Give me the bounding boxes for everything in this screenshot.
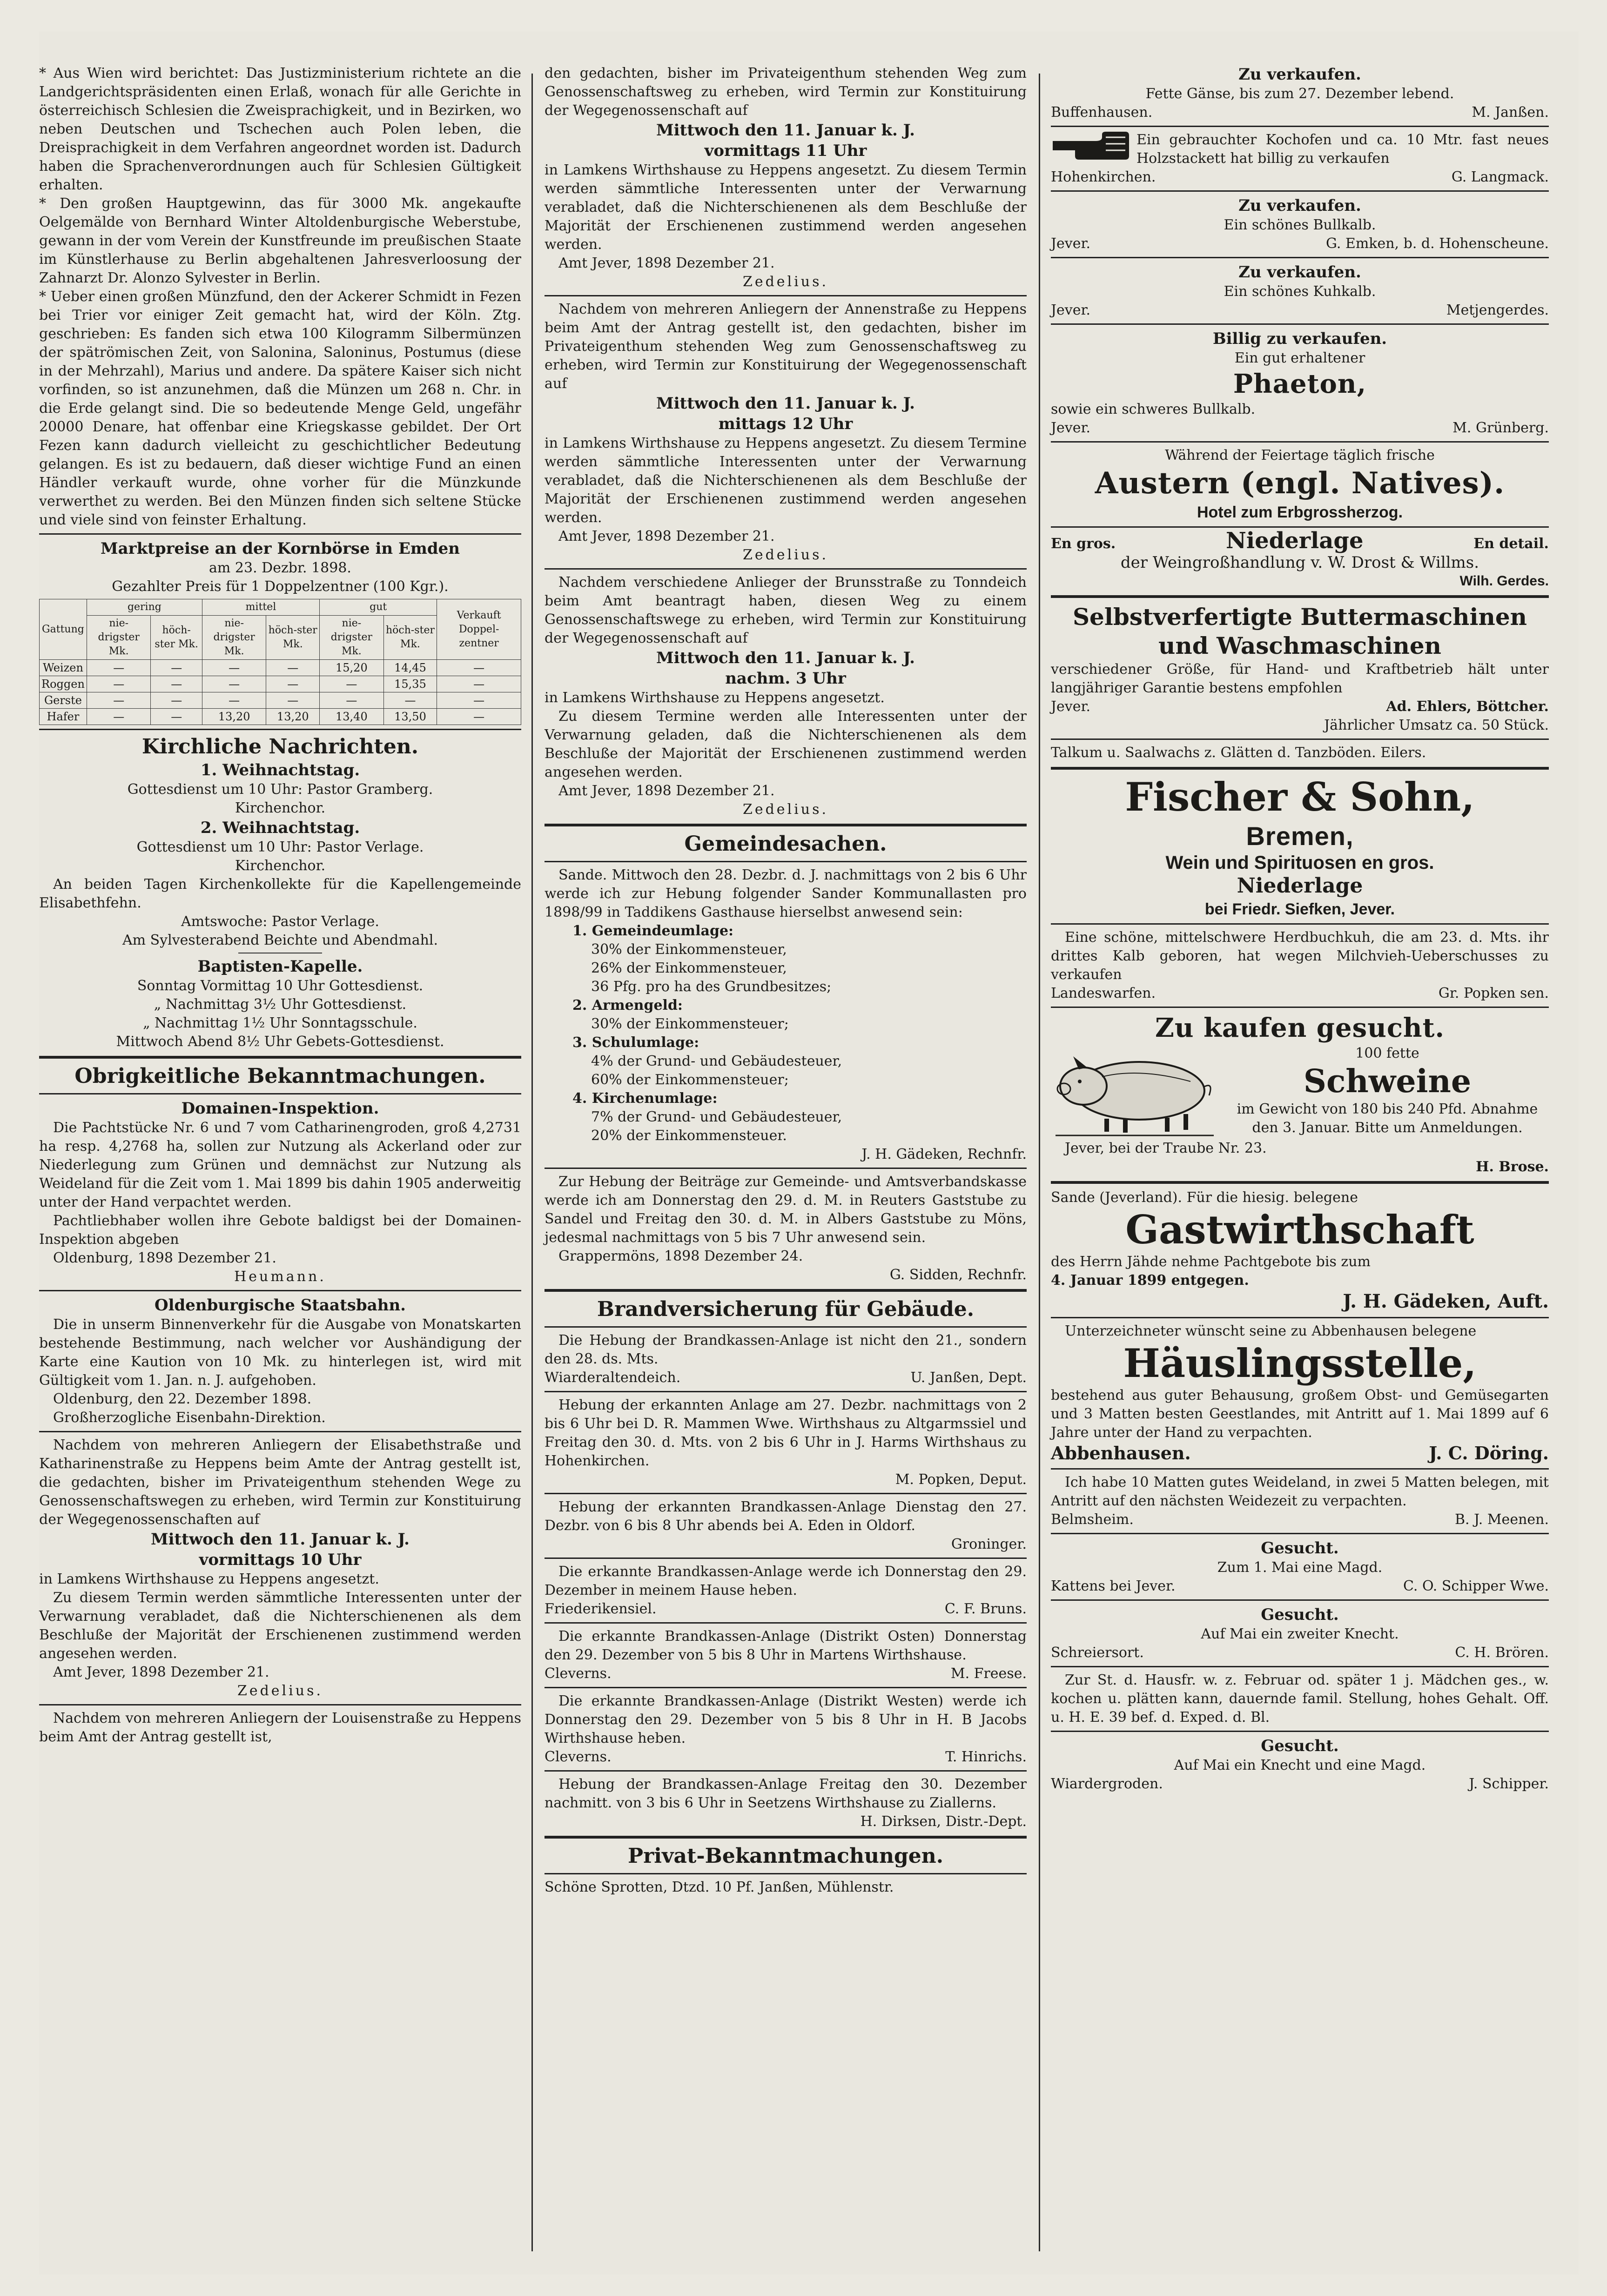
cell: 13,50 (383, 709, 437, 725)
signature-row (545, 1369, 1027, 1387)
ad-title: Gesucht. (1261, 1605, 1339, 1624)
brun-text2: Zu diesem Termine werden alle Interessenten unter der Verwarnung geladen, daß die Nichterschienenen als dem Beschluße der Majorität der Erschienenen zustimmend werden angesehen werden. (545, 708, 1027, 780)
col-gut: gut (320, 599, 437, 616)
sande-text: Sande. Mittwoch den 28. Dezbr. d. J. nachmittags von 2 bis 6 Uhr werde ich zur Hebung folgender Sander Kommunallasten pro 1898/99 in Taddikens Gasthause hierselbst anwesend sein: (545, 867, 1027, 920)
annen-place: Amt Jever, 1898 Dezember 21. (558, 528, 775, 544)
gast-sig: J. H. Gädeken, Auft. (1343, 1290, 1549, 1312)
schweine-place: Jever, bei der Traube Nr. 23. (1065, 1140, 1267, 1156)
sprotten: Schöne Sprotten, Dtzd. 10 Pf. Janßen, Mühlenstr. (545, 1879, 894, 1895)
pointing-hand-icon (1051, 131, 1130, 162)
talkum: Talkum u. Saalwachs z. Glätten d. Tanzböden. Eilers. (1051, 745, 1426, 761)
baptisten-title: Baptisten-Kapelle. (197, 957, 363, 976)
place: Schreiersort. (1051, 1645, 1144, 1661)
cell: Gerste (40, 692, 87, 709)
signature-row (1051, 1511, 1549, 1529)
umlage-label: 1. Gemeindeumlage: (572, 923, 734, 939)
umlage-line: 30% der Einkommensteuer, (591, 941, 787, 958)
cell: — (151, 692, 202, 709)
signature: Metjengerdes. (1446, 302, 1549, 318)
place: Cleverns. (545, 1665, 612, 1682)
ad-title: Gesucht. (1261, 1737, 1339, 1755)
signature: C. H. Brören. (1455, 1645, 1549, 1661)
signature: J. Schipper. (1469, 1776, 1549, 1792)
divider (39, 1056, 521, 1059)
cell: — (383, 692, 437, 709)
place: Jever. (1051, 698, 1091, 715)
domainen-text2: Pachtliebhaber wollen ihre Gebote baldigst bei der Domainen-Inspektion abgeben (39, 1213, 521, 1248)
wt2-heading: 2. Weihnachtstag. (200, 819, 360, 837)
ad-text: Ein schönes Kuhkalb. (1224, 283, 1376, 300)
divider (1051, 595, 1549, 598)
brun-loc: in Lamkens Wirthshause zu Heppens angesetzt. (545, 690, 885, 706)
signature-row (1051, 698, 1549, 716)
ad-text: sowie ein schweres Bullkalb. (1051, 401, 1256, 417)
sub-niedrigster: nie-drigster Mk. (87, 616, 151, 660)
elisabeth-text: Nachdem von mehreren Anliegern der Elisabethstraße und Katharinenstraße zu Heppens beim Amte der Antrag gestellt ist, die gedachten, bisher im Privateigenthum stehenden Wege zu Genossenschaftswegen zu erheben, wird Termin zur Konstituirung der Wegegenossenschaften auf (39, 1437, 521, 1528)
niederlage-headline: Niederlage (1226, 528, 1364, 554)
divider (1051, 190, 1549, 192)
cell: — (437, 676, 521, 692)
pig-illustration-icon (1051, 1044, 1218, 1139)
umlage-line: 30% der Einkommensteuer; (591, 1016, 789, 1032)
divider (1051, 923, 1549, 925)
domainen-sig: Heumann. (234, 1269, 326, 1285)
divider (545, 1770, 1027, 1772)
obrig-title: Obrigkeitliche Bekanntmachungen. (74, 1064, 486, 1088)
brun-place: Amt Jever, 1898 Dezember 21. (558, 783, 775, 799)
cell: — (202, 692, 266, 709)
signature-row (1051, 984, 1549, 1003)
haus-text: Zur St. d. Hausfr. w. z. Februar od. später 1 j. Mädchen ges., w. kochen u. plätten kann, dauernde famil. Stellung, hohes Gehalt. Off. u. H. E. 39 bef. d. Exped. d. Bl. (1051, 1672, 1549, 1725)
ad-text: Auf Mai ein zweiter Knecht. (1201, 1626, 1399, 1642)
brand-title: Brandversicherung für Gebäude. (597, 1297, 975, 1321)
news-muenzfund: * Ueber einen großen Münzfund, den der Ackerer Schmidt in Fezen bei Trier vor einiger Zeit gemacht hat, wird der Köln. Ztg. geschrieben: Es fanden sich etwa 100 Kilogramm Silbermünzen der spätrömischen Zeit, von Salonina, Saloninus, Postumus (diese in der Mehrzahl), Marius und andere. Da spätere Kaiser sich nicht vorfinden, so ist anzunehmen, daß die Münzen um 268 n. Chr. in die Erde gelangt sind. Die so bedeutende Menge Geld, ungefähr 20000 Denare, hat offenbar eine Kriegskasse gebildet. Der Ort Fezen kann dadurch vielleicht zu geschichtlicher Bedeutung gelangen. Es ist zu bedauern, daß dieser wichtige Fund an einen Händler verkauft wurde, ohne vorher für die Münzkunde verwerthet zu werden. Bei den Münzen finden sich seltene Stücke und viele sind von feinster Erhaltung. (39, 289, 521, 528)
cell: 15,20 (320, 660, 384, 676)
col-verkauft: Verkauft Doppel-zentner (437, 599, 521, 660)
divider (1051, 257, 1549, 258)
cell: — (87, 676, 151, 692)
sylvester: Am Sylvesterabend Beichte und Abendmahl. (122, 932, 438, 948)
signature: H. Dirksen, Distr.-Dept. (860, 1813, 1027, 1830)
niederlage-owner: Wilh. Gerdes. (1459, 573, 1549, 589)
baptisten-line: Sonntag Vormittag 10 Uhr Gottesdienst. (137, 978, 424, 994)
niederlage-firm: der Weingroßhandlung v. W. Drost & Willms. (1120, 553, 1479, 572)
gesucht-headline: Zu kaufen gesucht. (1155, 1013, 1445, 1043)
ad-title: Zu verkaufen. (1238, 263, 1361, 282)
louisen-place: Amt Jever, 1898 Dezember 21. (558, 255, 775, 271)
wt1-text: Gottesdienst um 10 Uhr: Pastor Gramberg. (127, 781, 433, 798)
austern-headline: Austern (engl. Natives). (1095, 466, 1505, 501)
divider (1051, 1533, 1549, 1534)
umlage-line: 60% der Einkommensteuer; (591, 1072, 789, 1088)
bahn-sig: Großherzogliche Eisenbahn-Direktion. (53, 1410, 326, 1426)
butter-text: verschiedener Größe, für Hand- und Kraftbetrieb hält unter langjähriger Garantie bestens empfohlen (1051, 661, 1549, 696)
kirchenchor: Kirchenchor. (235, 800, 326, 816)
cell: — (151, 660, 202, 676)
louisen-time: vormittags 11 Uhr (704, 141, 867, 160)
brand-text: Die erkannte Brandkassen-Anlage (Distrikt Westen) werde ich Donnerstag den 29. Dezember von 5 bis 8 Uhr in H. B Jacobs Wirthshause heben. (545, 1693, 1027, 1746)
annen-date: Mittwoch den 11. Januar k. J. (656, 394, 915, 413)
cell: — (266, 692, 320, 709)
signature: M. Popken, Deput. (895, 1471, 1027, 1488)
cell: — (437, 709, 521, 725)
brand-text: Hebung der Brandkassen-Anlage Freitag den 30. Dezember nachmitt. von 3 bis 6 Uhr in Seetzens Wirthshause zu Ziallerns. (545, 1776, 1027, 1811)
place: Friederikensiel. (545, 1601, 657, 1617)
gast-text: des Herrn Jähde nehme Pachtgebote bis zum (1051, 1254, 1371, 1270)
col-mittel: mittel (202, 599, 319, 616)
weide-text: Ich habe 10 Matten gutes Weideland, in zwei 5 Matten belegen, mit Antritt auf den nächsten Weidezeit zu verpachten. (1051, 1474, 1549, 1509)
kirchenchor: Kirchenchor. (235, 858, 326, 874)
place: Jever. (1051, 420, 1091, 436)
divider (545, 824, 1027, 826)
table-row (40, 660, 521, 676)
wt2-text: Gottesdienst um 10 Uhr: Pastor Verlage. (136, 839, 424, 855)
signature: Gr. Popken sen. (1438, 985, 1549, 1001)
divider (39, 729, 521, 730)
signature-row (1051, 1442, 1549, 1464)
bahn-title: Oldenburgische Staatsbahn. (154, 1296, 406, 1315)
amts-text: Zur Hebung der Beiträge zur Gemeinde- und Amtsverbandskasse werde ich am Donnerstag den 29. d. M. in Reuters Gaststube zu Sandel und Freitag den 30. d. M. in Albers Gaststube zu Möns, jedesmal nachmittags von 5 bis 7 Uhr anwesend sein. (545, 1174, 1027, 1246)
cell: — (437, 692, 521, 709)
table-row (40, 709, 521, 725)
divider (1051, 1599, 1549, 1601)
column-right (1051, 64, 1549, 1793)
bremen: Bremen, (1246, 821, 1354, 851)
signature-row (1051, 103, 1549, 122)
domainen-title: Domainen-Inspektion. (181, 1099, 379, 1118)
sub-niedrigster: nie-drigster Mk. (202, 616, 266, 660)
cell: — (151, 709, 202, 725)
fischer-siefken: bei Friedr. Siefken, Jever. (1204, 900, 1395, 918)
haeusling-text: bestehend aus guter Behausung, großem Obst- und Gemüsegarten und 3 Matten besten Geestlandes, mit Antritt auf 1. Mai 1899 auf 6 Jahre unter der Hand zu verpachten. (1051, 1387, 1549, 1441)
signature: B. J. Meenen. (1454, 1511, 1549, 1528)
kollekte: An beiden Tagen Kirchenkollekte für die Kapellengemeinde Elisabethfehn. (39, 876, 521, 911)
louisen-text: Nachdem von mehreren Anliegern der Louisenstraße zu Heppens beim Amt der Antrag gestellt ist, (39, 1710, 521, 1745)
sub-niedrigster: nie-drigster Mk. (320, 616, 384, 660)
markt-sub: Gezahlter Preis für 1 Doppelzentner (100 Kgr.). (112, 578, 449, 595)
price-table (39, 599, 521, 725)
signature-row (545, 1748, 1027, 1766)
kochofen-text: Ein gebrauchter Kochofen und ca. 10 Mtr. fast neues Holzstackett hat billig zu verkaufen (1136, 132, 1549, 167)
kuh-text: Eine schöne, mittelschwere Herdbuchkuh, die am 23. d. Mts. ihr drittes Kalb geboren, hat wegen Milchvieh-Ueberschusses zu verkaufen (1051, 929, 1549, 983)
sub-hoechster: höch-ster Mk. (383, 616, 437, 660)
cell: 13,40 (320, 709, 384, 725)
ad-text: Ein gut erhaltener (1234, 350, 1365, 366)
divider (545, 861, 1027, 862)
haeusling-headline: Häuslingsstelle, (1123, 1340, 1477, 1386)
signature-row (1051, 1577, 1549, 1596)
divider (1051, 441, 1549, 443)
baptisten-line: „ Nachmittag 3½ Uhr Gottesdienst. (154, 996, 407, 1013)
schweine-text: im Gewicht von 180 bis 240 Pfd. Abnahme den 3. Januar. Bitte um Anmeldungen. (1237, 1101, 1538, 1136)
umlage-line: 7% der Grund- und Gebäudesteuer, (591, 1109, 842, 1125)
umlage-line: 36 Pfg. pro ha des Grundbesitzes; (591, 979, 832, 995)
cell: — (151, 676, 202, 692)
cell: — (87, 709, 151, 725)
louisen-text2: in Lamkens Wirthshause zu Heppens angesetzt. Zu diesem Termin werden sämmtliche Interessenten unter der Verwarnung verabladet, daß die Nichterschienenen als dem Beschluße der Majorität der Erschienenen zustimmend werden angesehen werden. (545, 162, 1027, 253)
gast-date: 4. Januar 1899 entgegen. (1051, 1272, 1249, 1289)
divider (1051, 1181, 1549, 1184)
gast-pre: Sande (Jeverland). Für die hiesig. belegene (1051, 1189, 1358, 1206)
signature-row (1051, 419, 1549, 437)
divider (39, 1290, 521, 1291)
cell: 14,45 (383, 660, 437, 676)
butter-headline: Selbstverfertigte Buttermaschinen und Waschmaschinen (1072, 603, 1527, 659)
signature: Ad. Ehlers, Böttcher. (1386, 698, 1549, 715)
divider (1051, 1468, 1549, 1470)
gesucht-count: 100 fette (1355, 1045, 1419, 1061)
place: Jever. (1051, 302, 1091, 318)
umlage-line: 20% der Einkommensteuer. (591, 1128, 787, 1144)
cell: — (87, 692, 151, 709)
schweine-ad (1051, 1044, 1549, 1139)
cell: — (266, 676, 320, 692)
markt-date: am 23. Dezbr. 1898. (209, 560, 351, 576)
elisabeth-loc: in Lamkens Wirthshause zu Heppens angesetzt. (39, 1571, 379, 1587)
signature-row (545, 1665, 1027, 1683)
divider (1051, 126, 1549, 127)
column-divider (1039, 74, 1040, 2251)
fischer-headline: Fischer & Sohn, (1125, 774, 1475, 820)
sub-hoechster: höch-ster Mk. (151, 616, 202, 660)
divider (39, 1093, 521, 1094)
place: Wiardergroden. (1051, 1776, 1163, 1792)
brun-text: Nachdem verschiedene Anlieger der Brunsstraße zu Tonndeich beim Amt beantragt haben, diesen Weg zu einem Genossenschaftswege zu erheben, wird Termin zur Konstituirung der Wegegenossenschaft auf (545, 574, 1027, 646)
brun-sig: Zedelius. (743, 801, 828, 818)
table-row (40, 692, 521, 709)
umlage-label: 3. Schulumlage: (572, 1034, 699, 1051)
news-wien: * Aus Wien wird berichtet: Das Justizministerium richtete an die Landgerichtspräsidenten einen Erlaß, wonach für alle Gerichte in österreichisch Schlesien die Zweisprachigkeit, und in Bezirken, wo neben Deutschen und Tschechen auch Polen leben, die Dreisprachigkeit in dem Verfahren angeordnet worden ist. Dadurch haben die Sprachenverordnungen auch für Schlesien Gültigkeit erhalten. (39, 65, 521, 193)
austern-hotel: Hotel zum Erbgrossherzog. (1197, 504, 1403, 521)
divider (39, 1704, 521, 1705)
signature: M. Janßen. (1472, 104, 1549, 121)
ad-title: Gesucht. (1261, 1539, 1339, 1558)
niederlage-row (1051, 528, 1549, 554)
ad-title: Zu verkaufen. (1238, 65, 1361, 84)
elisabeth-sig: Zedelius. (237, 1683, 323, 1699)
place: Hohenkirchen. (1051, 169, 1156, 185)
col-gering: gering (87, 599, 202, 616)
divider (1051, 1731, 1549, 1732)
signature-row (545, 1600, 1027, 1618)
domainen-text: Die Pachtstücke Nr. 6 und 7 vom Catharinengroden, groß 4,2731 ha resp. 4,2768 ha, sollen zur Nutzung als Ackerland oder zur Niederlegung zum Grünen und demnächst zur Nutzung als Weideland für die Zeit vom 1. Mai 1899 bis dahin 1905 anderweitig unter der Hand verpachtet werden. (39, 1120, 521, 1210)
kochofen-ad (1051, 131, 1549, 168)
signature: G. Emken, b. d. Hohenscheune. (1325, 235, 1549, 252)
divider (545, 1326, 1027, 1328)
bahn-text: Die in unserm Binnenverkehr für die Ausgabe von Monatskarten bestehende Bestimmung, nach welcher vor Aushändigung der Karte eine Kaution von 10 Mk. zu hinterlegen ist, wird mit Gültigkeit vom 1. Jan. n. J. aufgehoben. (39, 1316, 521, 1389)
place: Kattens bei Jever. (1051, 1578, 1176, 1594)
brand-text: Hebung der erkannten Anlage am 27. Dezbr. nachmittags von 2 bis 6 Uhr bei D. R. Mammen Wwe. Wirthshaus zu Altgarmssiel und Freitag den 30. d. Mts. von 2 bis 6 Uhr in J. Harms Wirthshaus zu Hohenkirchen. (545, 1397, 1027, 1469)
divider (545, 1687, 1027, 1688)
brun-time: nachm. 3 Uhr (725, 669, 846, 688)
divider (1051, 1317, 1549, 1318)
column-middle (545, 64, 1027, 1897)
col-gattung: Gattung (40, 599, 87, 660)
signature: G. Langmack. (1451, 169, 1549, 185)
signature: U. Janßen, Dept. (910, 1370, 1027, 1386)
gastwirthschaft-headline: Gastwirthschaft (1125, 1207, 1474, 1253)
ad-text: Ein schönes Bullkalb. (1224, 217, 1376, 233)
amtswoche: Amtswoche: Pastor Verlage. (181, 913, 379, 930)
divider (39, 1431, 521, 1432)
louisen-sig: Zedelius. (743, 274, 828, 290)
en-detail: En detail. (1473, 536, 1549, 552)
cell: — (266, 660, 320, 676)
divider (545, 1289, 1027, 1292)
cell: 13,20 (266, 709, 320, 725)
elisabeth-place: Amt Jever, 1898 Dezember 21. (53, 1664, 269, 1680)
baptisten-line: Mittwoch Abend 8½ Uhr Gebets-Gottesdienst. (116, 1034, 444, 1050)
annen-sig: Zedelius. (743, 547, 828, 563)
place: Jever. (1051, 235, 1091, 252)
divider (1051, 767, 1549, 770)
divider (545, 568, 1027, 570)
brand-text: Hebung der erkannten Brandkassen-Anlage Dienstag den 27. Dezbr. von 6 bis 8 Uhr abends bei A. Eden in Oldorf. (545, 1499, 1027, 1534)
place: Abbenhausen. (1051, 1443, 1191, 1464)
cell: Roggen (40, 676, 87, 692)
place: Buffenhausen. (1051, 104, 1153, 121)
table-row (40, 676, 521, 692)
annen-text: Nachdem von mehreren Anliegern der Annenstraße zu Heppens beim Amt der Antrag gestellt ist, den gedachten, bisher im Privateigenthum stehenden Weg zum Genossenschaftsweg zu erheben, wird Termin zur Konstituirung der Wegegenossenschaft auf (545, 301, 1027, 392)
divider (545, 1391, 1027, 1392)
louisen-date: Mittwoch den 11. Januar k. J. (656, 121, 915, 140)
ad-title: Billig zu verkaufen. (1212, 329, 1387, 348)
butter-umsatz: Jährlicher Umsatz ca. 50 Stück. (1324, 717, 1549, 733)
austern-pre: Während der Feiertage täglich frische (1165, 447, 1435, 463)
place: Belmsheim. (1051, 1511, 1134, 1528)
cell: — (320, 692, 384, 709)
ad-text: Auf Mai ein Knecht und eine Magd. (1174, 1757, 1426, 1773)
umlage-label: 2. Armengeld: (572, 997, 683, 1014)
umlage-line: 26% der Einkommensteuer, (591, 960, 787, 976)
brand-text: Die erkannte Brandkassen-Anlage (Distrikt Osten) Donnerstag den 29. Dezember von 5 bis 8 Uhr in Martens Wirthshause. (545, 1628, 1027, 1663)
divider (545, 1873, 1027, 1874)
divider (545, 1558, 1027, 1559)
cell: 13,20 (202, 709, 266, 725)
divider (545, 1836, 1027, 1839)
domainen-place: Oldenburg, 1898 Dezember 21. (53, 1250, 276, 1266)
elisabeth-text2: Zu diesem Termin werden sämmtliche Interessenten unter der Verwarnung verabladet, daß die Nichterschienenen als dem Beschluße der Majorität der Erschienenen zustimmend werden angesehen werden. (39, 1590, 521, 1662)
bahn-place: Oldenburg, den 22. Dezember 1898. (53, 1391, 312, 1407)
annen-text2: in Lamkens Wirthshause zu Heppens angesetzt. Zu diesem Termine werden sämmtliche Interessenten unter der Verwarnung verabladet, daß die Nichterschienenen als dem Beschluße der Majorität der Erschienenen zustimmend werden angesehen werden. (545, 435, 1027, 526)
divider (545, 1168, 1027, 1169)
ad-text: Zum 1. Mai eine Magd. (1217, 1559, 1383, 1576)
phaeton-headline: Phaeton, (1233, 369, 1367, 399)
cell: — (202, 676, 266, 692)
divider (1051, 323, 1549, 325)
baptisten-line: „ Nachmittag 1½ Uhr Sonntagsschule. (143, 1015, 417, 1031)
elisabeth-time: vormittags 10 Uhr (199, 1551, 362, 1569)
umlage-line: 4% der Grund- und Gebäudesteuer, (591, 1053, 842, 1069)
place: Wiarderaltendeich. (545, 1370, 681, 1386)
divider (1051, 738, 1549, 740)
signature-row (1051, 168, 1549, 187)
cell: — (202, 660, 266, 676)
column-divider (531, 74, 533, 2251)
signature: M. Freese. (950, 1665, 1027, 1682)
divider (545, 1622, 1027, 1624)
signature: C. F. Bruns. (944, 1601, 1027, 1617)
brand-text: Die erkannte Brandkassen-Anlage werde ich Donnerstag den 29. Dezember in meinem Hause heben. (545, 1564, 1027, 1598)
kirchl-title: Kirchliche Nachrichten. (141, 735, 419, 759)
louisen-cont: den gedachten, bisher im Privateigenthum stehenden Weg zum Genossenschaftsweg zu erheben, wird Termin zur Konstituirung der Wegegenossenschaft auf (545, 65, 1027, 119)
divider (39, 533, 521, 535)
annen-time: mittags 12 Uhr (718, 415, 853, 433)
place: Cleverns. (545, 1749, 612, 1765)
newspaper-page (39, 32, 1579, 2275)
cell: — (320, 676, 384, 692)
ad-title: Zu verkaufen. (1238, 196, 1361, 215)
sub-hoechster: höch-ster Mk. (266, 616, 320, 660)
haeusling-pre: Unterzeichneter wünscht seine zu Abbenhausen belegene (1065, 1323, 1477, 1339)
amts-sig: G. Sidden, Rechnfr. (889, 1267, 1027, 1283)
news-hauptgewinn: * Den großen Hauptgewinn, das für 3000 Mk. angekaufte Oelgemälde von Bernhard Winter Altoldenburgische Weberstube, gewann in der vom Verein der Kunstfreunde im preußischen Staate im Künstlerhause zu Berlin abgehaltenen Jahresverloosung der Zahnarzt Dr. Alonzo Sylvester in Berlin. (39, 195, 521, 286)
cell: — (87, 660, 151, 676)
ad-text: Fette Gänse, bis zum 27. Dezember lebend. (1145, 86, 1454, 102)
sande-sig: J. H. Gädeken, Rechnfr. (861, 1146, 1027, 1162)
elisabeth-date: Mittwoch den 11. Januar k. J. (151, 1530, 410, 1549)
column-left (39, 64, 521, 1746)
brun-date: Mittwoch den 11. Januar k. J. (656, 649, 915, 667)
place: Landeswarfen. (1051, 985, 1156, 1001)
amts-place: Grappermöns, 1898 Dezember 24. (558, 1248, 803, 1264)
umlage-label: 4. Kirchenumlage: (572, 1090, 718, 1107)
gemeinde-title: Gemeindesachen. (684, 832, 887, 856)
signature-row (1051, 1644, 1549, 1662)
cell: Hafer (40, 709, 87, 725)
cell: — (437, 660, 521, 676)
privat-title: Privat-Bekanntmachungen. (627, 1844, 944, 1868)
signature: J. C. Döring. (1429, 1443, 1549, 1464)
divider (1051, 1666, 1549, 1667)
cell: 15,35 (383, 676, 437, 692)
schweine-sig: H. Brose. (1476, 1159, 1549, 1175)
divider (545, 1493, 1027, 1494)
cell: Weizen (40, 660, 87, 676)
signature: C. O. Schipper Wwe. (1403, 1578, 1549, 1594)
signature-row (1051, 1775, 1549, 1793)
signature-row (1051, 301, 1549, 320)
signature: T. Hinrichs. (945, 1749, 1027, 1765)
signature: M. Grünberg. (1452, 420, 1549, 436)
markt-title: Marktpreise an der Kornbörse in Emden (100, 539, 460, 558)
wt1-heading: 1. Weihnachtstag. (200, 761, 360, 779)
schweine-headline: Schweine (1303, 1063, 1472, 1100)
wein: Wein und Spirituosen en gros. (1165, 853, 1434, 873)
en-gros: En gros. (1051, 536, 1116, 552)
signature-row (1051, 235, 1549, 253)
divider (1051, 1007, 1549, 1008)
brand-text: Die Hebung der Brandkassen-Anlage ist nicht den 21., sondern den 28. ds. Mts. (545, 1332, 1027, 1367)
signature: Groninger. (951, 1536, 1027, 1552)
fischer-niederlage: Niederlage (1237, 874, 1363, 898)
divider (545, 295, 1027, 296)
